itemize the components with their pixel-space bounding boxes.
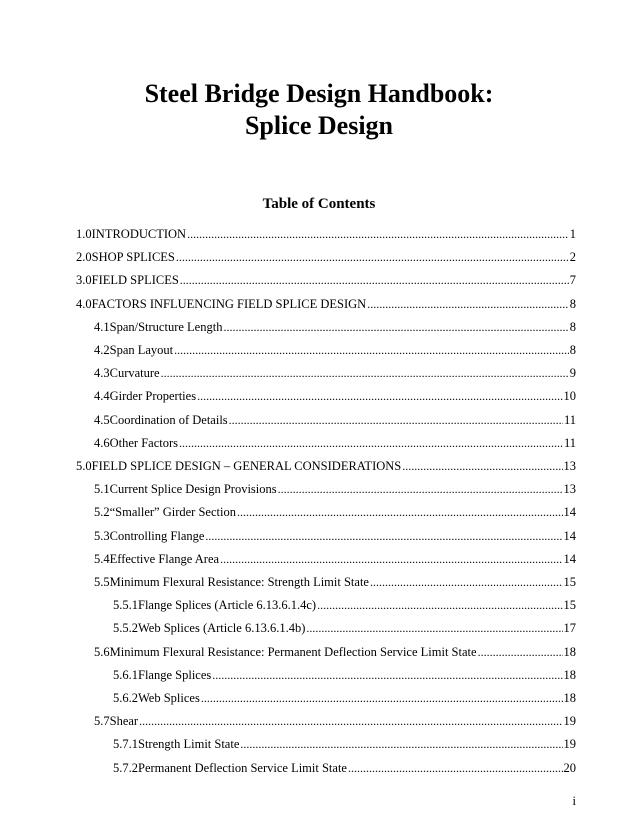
toc-leader-dots [229,413,563,428]
toc-entry-number: 2.0 [76,250,92,265]
toc-entry-number: 5.2 [94,505,110,520]
toc-entry-label: Strength Limit State [138,737,240,752]
toc-entry-label: Shear [109,714,139,729]
toc-entry[interactable] [0,250,576,268]
toc-entry[interactable] [0,366,576,384]
toc-entry-number: 4.6 [94,435,110,450]
toc-entry-label: “Smaller” Girder Section [109,505,236,520]
toc-leader-dots [201,691,563,706]
toc-leader-dots [367,297,569,312]
toc-entry-page: 18 [563,667,576,682]
document-title-line-1: Steel Bridge Design Handbook: [144,79,494,108]
toc-entry-number: 5.7 [94,714,110,729]
toc-entry[interactable] [0,482,576,500]
toc-entry-number: 5.6.2 [113,691,138,705]
toc-entry-page: 2 [569,250,576,265]
toc-entry-page: 15 [563,575,576,589]
toc-leader-dots [370,575,563,590]
toc-entry-page: 19 [563,714,576,729]
toc-leader-dots [197,389,562,404]
toc-entry[interactable] [0,227,576,245]
toc-entry[interactable] [0,691,576,709]
toc-entry[interactable] [0,436,576,454]
toc-entry-page: 10 [563,389,576,404]
toc-entry[interactable] [0,761,576,779]
toc-leader-dots [187,227,569,242]
toc-entry-page: 8 [569,296,576,311]
toc-entry-number: 5.7.1 [113,737,138,752]
toc-entry-label: Span/Structure Length [109,319,223,334]
toc-entry-label: Permanent Deflection Service Limit State [138,760,347,775]
toc-leader-dots [402,459,562,474]
toc-entry[interactable] [0,297,576,315]
toc-entry-number: 4.4 [94,389,110,404]
toc-entry-label: Controlling Flange [109,528,205,543]
toc-entry[interactable] [0,668,576,686]
toc-entry-label: INTRODUCTION [91,227,187,241]
toc-entry-number: 4.3 [94,366,110,381]
toc-leader-dots [180,273,569,288]
toc-entry-label: Flange Splices [138,667,212,682]
toc-entry-label: FIELD SPLICE DESIGN – GENERAL CONSIDERATIONS [91,459,402,473]
toc-entry[interactable] [0,552,576,570]
toc-entry-label: FACTORS INFLUENCING FIELD SPLICE DESIGN [91,296,367,311]
toc-entry-label: Span Layout [109,343,174,357]
toc-entry-page: 1 [569,227,576,241]
toc-entry-page: 14 [563,528,576,543]
toc-entry-number: 5.5.2 [113,621,138,636]
toc-entry-page: 8 [569,319,576,334]
toc-entry-page: 17 [563,621,576,636]
toc-entry[interactable] [0,529,576,547]
toc-entry-label: SHOP SPLICES [91,250,175,265]
toc-leader-dots [174,343,569,358]
toc-entry[interactable] [0,714,576,732]
toc-leader-dots [161,366,569,381]
toc-entry-label: Web Splices (Article 6.13.6.1.4b) [138,621,306,636]
toc-entry-label: Other Factors [109,435,179,450]
toc-entry[interactable] [0,645,576,663]
toc-heading: Table of Contents [262,196,376,212]
toc-entry-number: 5.5.1 [113,598,138,613]
toc-leader-dots [348,761,563,776]
toc-entry-page: 11 [563,412,576,427]
toc-entry[interactable] [0,343,576,361]
toc-entry-number: 5.6.1 [113,667,138,682]
toc-entry[interactable] [0,389,576,407]
toc-entry-page: 8 [569,343,576,357]
toc-entry-page: 18 [563,644,576,659]
toc-entry-page: 19 [563,737,576,752]
toc-leader-dots [212,668,562,683]
toc-entry-page: 9 [569,366,576,381]
toc-leader-dots [223,320,568,335]
toc-entry-number: 5.1 [94,482,110,497]
toc-entry-label: FIELD SPLICES [91,273,179,288]
toc-entry-number: 5.7.2 [113,760,138,775]
toc-leader-dots [176,250,569,265]
toc-entry-number: 5.6 [94,644,110,659]
toc-leader-dots [240,737,562,752]
toc-entry-number: 1.0 [76,227,92,241]
toc-entry[interactable] [0,598,576,616]
toc-entry-page: 15 [563,598,576,613]
toc-entry-number: 4.1 [94,319,110,334]
toc-leader-dots [220,552,562,567]
toc-entry-number: 5.3 [94,528,110,543]
toc-entry-label: Effective Flange Area [109,551,220,566]
toc-entry-number: 3.0 [76,273,92,288]
toc-entry-label: Minimum Flexural Resistance: Permanent Deflection Service Limit State [109,644,477,659]
toc-entry[interactable] [0,413,576,431]
toc-entry-label: Coordination of Details [109,412,228,427]
toc-entry-label: Curvature [109,366,160,381]
toc-entry[interactable] [0,505,576,523]
toc-entry-number: 5.0 [76,459,92,473]
toc-entry-page: 20 [563,760,576,775]
toc-entry-number: 5.4 [94,551,110,566]
toc-leader-dots [478,645,563,660]
toc-entry[interactable] [0,459,576,477]
toc-entry-page: 18 [563,691,576,705]
toc-entry-page: 13 [563,482,576,497]
toc-leader-dots [317,598,562,613]
toc-entry-number: 4.5 [94,412,110,427]
toc-leader-dots [179,436,563,451]
toc-leader-dots [205,529,562,544]
toc-entry-label: Web Splices [138,691,200,705]
toc-entry-label: Girder Properties [109,389,197,404]
toc-entry[interactable] [0,575,576,593]
document-title-line-2: Splice Design [244,111,394,140]
toc-entry-page: 14 [563,551,576,566]
page-number: i [572,794,576,808]
toc-entry[interactable] [0,320,576,338]
toc-leader-dots [139,714,562,729]
toc-entry[interactable] [0,737,576,755]
toc-leader-dots [278,482,563,497]
toc-entry[interactable] [0,273,576,291]
toc-entry[interactable] [0,621,576,639]
toc-entry-page: 13 [563,459,576,473]
toc-entry-page: 7 [569,273,576,288]
toc-entry-page: 14 [563,505,576,520]
toc-entry-label: Minimum Flexural Resistance: Strength Limit State [109,575,369,589]
toc-entry-label: Flange Splices (Article 6.13.6.1.4c) [138,598,317,613]
toc-entry-number: 4.0 [76,296,92,311]
toc-leader-dots [306,621,562,636]
toc-entry-number: 5.5 [94,575,110,589]
toc-entry-number: 4.2 [94,343,110,357]
toc-entry-label: Current Splice Design Provisions [109,482,277,497]
toc-entry-page: 11 [563,435,576,450]
toc-leader-dots [237,505,563,520]
